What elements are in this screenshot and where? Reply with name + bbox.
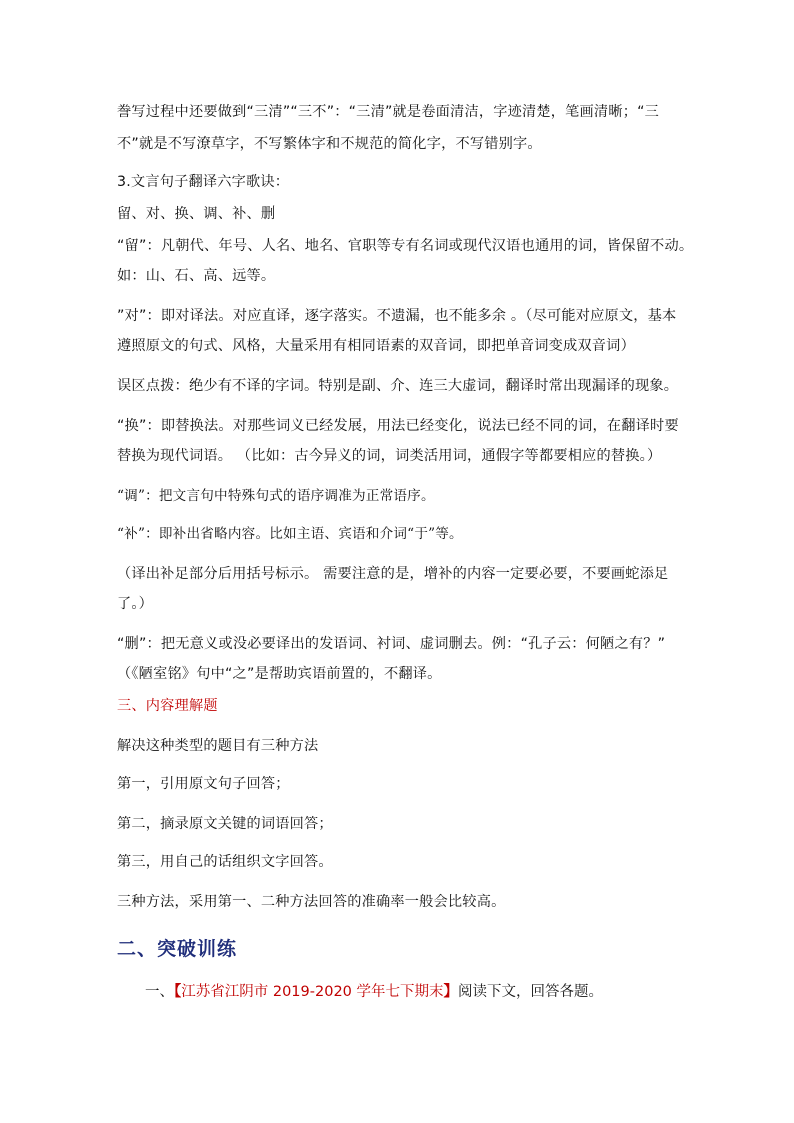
exercise-instruction: 阅读下文，回答各题。: [458, 984, 604, 1000]
paragraph-line: 遵照原文的句式、风格，大量采用有相同语素的双音词，即把单音词变成双音词）: [117, 338, 635, 354]
paragraph-line: “补”：即补出省略内容。比如主语、宾语和介词“于”等。: [117, 526, 463, 542]
paragraph-line: 误区点拨：绝少有不译的字词。特别是副、介、连三大虚词，翻译时常出现漏译的现象。: [117, 378, 679, 394]
exercise-source: 江苏省江阴市 2019-2020 学年七下期末: [181, 984, 444, 1000]
paragraph-line: “留”：凡朝代、年号、人名、地名、官职等专有名词或现代汉语也通用的词，皆保留不动。: [117, 238, 694, 254]
paragraph-line: 誊写过程中还要做到“三清”“三不”：“三清”就是卷面清洁，字迹清楚，笔画清晰；“三: [117, 104, 660, 120]
exercise-number: 一、: [145, 984, 174, 1000]
paragraph-line: 第三，用自己的话组织文字回答。: [117, 854, 333, 870]
paragraph-line: 替换为现代词语。 （比如：古今异义的词，词类活用词，通假字等都要相应的替换。）: [117, 448, 662, 464]
paragraph-line: 第二，摘录原文关键的词语回答；: [117, 816, 333, 832]
paragraph-line: ”对”：即对译法。对应直译，逐字落实。不遗漏，也不能多余 。（尽可能对应原文，基本: [117, 308, 677, 324]
paragraph-line: 了。）: [117, 596, 154, 612]
exercise-intro: [145, 982, 603, 1002]
paragraph-line: 如：山、石、高、远等。: [117, 268, 276, 284]
paragraph-line: （译出补足部分后用括号标示。 需要注意的是，增补的内容一定要必要，不要画蛇添足: [117, 566, 669, 582]
paragraph-line: 3.文言句子翻译六字歌诀：: [117, 174, 290, 190]
subsection-title: 三、内容理解题: [117, 698, 218, 714]
paragraph-line: “换”：即替换法。对那些词义已经发展，用法已经变化，说法已经不同的词，在翻译时要: [117, 418, 679, 434]
close-bracket: 】: [443, 984, 459, 1000]
paragraph-line: （《陋室铭》句中“之”是帮助宾语前置的，不翻译。: [117, 666, 442, 682]
paragraph-line: “删”：把无意义或没必要译出的发语词、衬词、虚词删去。例：“孔子云：何陋之有？”: [117, 636, 666, 652]
paragraph-line: 三种方法，采用第一、二种方法回答的准确率一般会比较高。: [117, 894, 506, 910]
paragraph-line: 不”就是不写潦草字，不写繁体字和不规范的简化字，不写错别字。: [117, 136, 542, 152]
paragraph-line: 留、对、换、调、补、删: [117, 206, 276, 222]
section-heading: 二、突破训练: [117, 938, 238, 960]
paragraph-line: 解决这种类型的题目有三种方法: [117, 738, 319, 754]
paragraph-line: “调”：把文言句中特殊句式的语序调准为正常语序。: [117, 488, 435, 504]
open-bracket: 【: [174, 984, 182, 1000]
paragraph-line: 第一，引用原文句子回答；: [117, 776, 290, 792]
